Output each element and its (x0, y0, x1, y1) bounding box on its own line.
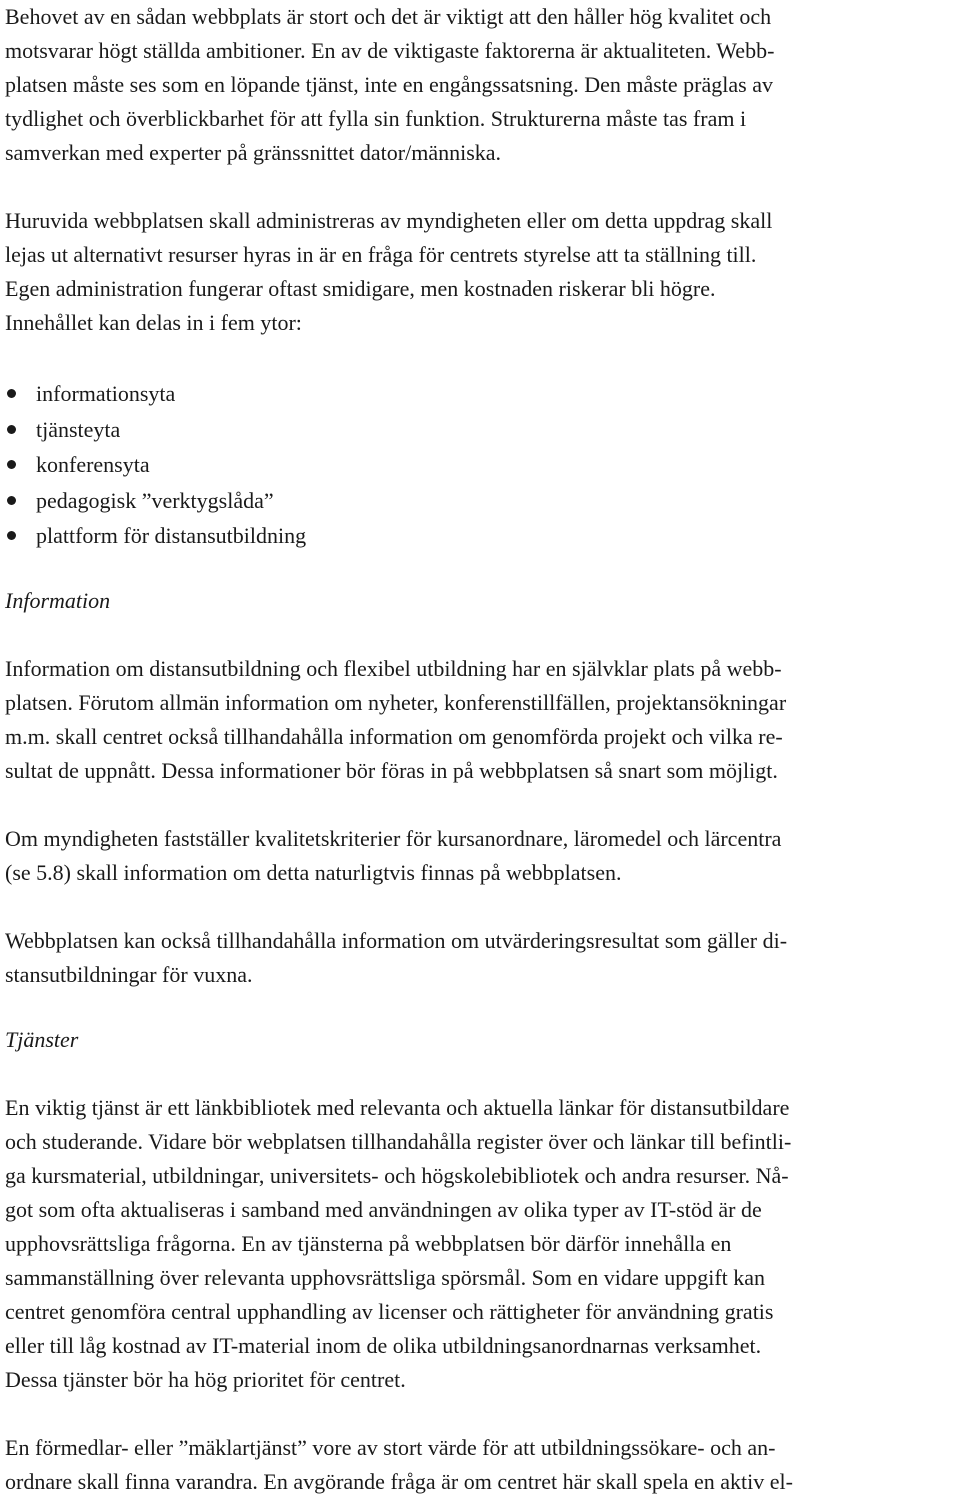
list-item-label: pedagogisk ”verktygslåda” (36, 487, 274, 513)
bullet-icon (7, 496, 16, 505)
text-line: Behovet av en sådan webbplats är stort och det är viktigt att den håller hög kvalitet och (5, 4, 772, 29)
text-line: upphovsrättsliga frågorna. En av tjänsterna på webbplatsen bör därför innehålla en (5, 1230, 732, 1256)
text-line: En viktig tjänst är ett länkbibliotek med relevanta och aktuella länkar för distansutbildare (5, 1094, 790, 1120)
text-line: och studerande. Vidare bör webplatsen tillhandahålla register över och länkar till befintli- (5, 1128, 792, 1154)
text-line: tydlighet och överblickbarhet för att fylla sin funktion. Strukturerna måste tas fram i (5, 106, 747, 131)
list-item (5, 483, 957, 519)
paragraph-broker-service (5, 1431, 957, 1499)
paragraph-website-need (5, 0, 957, 170)
text-line: motsvarar högt ställda ambitioner. En av de viktigaste faktorerna är aktualiteten. Webb- (5, 38, 775, 63)
paragraph-evaluation (5, 924, 957, 992)
text-line: samverkan med experter på gränssnittet dator/människa. (5, 140, 502, 165)
text-line: platsen måste ses som en löpande tjänst, inte en engångssatsning. Den måste präglas av (5, 72, 773, 97)
section-heading-tjanster: Tjänster (5, 1026, 79, 1052)
content-areas-list (5, 376, 957, 554)
text-line: sultat de uppnått. Dessa informationer bör föras in på webbplatsen så snart som möjligt. (5, 757, 778, 783)
list-item (5, 376, 957, 412)
bullet-icon (7, 425, 16, 434)
document-page (5, 0, 957, 1499)
list-item-label: plattform för distansutbildning (36, 523, 307, 548)
paragraph-information (5, 652, 957, 788)
text-line: En förmedlar- eller ”mäklartjänst” vore av stort värde för att utbildningssökare- och an- (5, 1434, 776, 1460)
text-line: got som ofta aktualiseras i samband med användningen av olika typer av IT-stöd är de (5, 1196, 762, 1222)
bullet-icon (7, 531, 16, 540)
paragraph-services (5, 1091, 957, 1397)
list-item (5, 518, 957, 554)
bullet-icon (7, 389, 16, 398)
paragraph-administration (5, 204, 957, 340)
bullet-icon (7, 460, 16, 469)
list-item (5, 447, 957, 483)
text-line: centret genomföra central upphandling av licenser och rättigheter för användning gratis (5, 1298, 774, 1324)
text-line: Dessa tjänster bör ha hög prioritet för centret. (5, 1366, 406, 1392)
text-line: eller till låg kostnad av IT-material inom de olika utbildningsanordnarnas verksamhet. (5, 1332, 762, 1358)
text-line: Om myndigheten fastställer kvalitetskriterier för kursanordnare, läromedel och lärcentra (5, 825, 782, 851)
text-line: Innehållet kan delas in i fem ytor: (5, 310, 302, 335)
text-line: ordnare skall finna varandra. En avgörande fråga är om centret här skall spela en aktiv el- (5, 1468, 793, 1494)
list-item-label: informationsyta (36, 381, 176, 406)
list-item-label: konferensyta (36, 452, 150, 477)
text-line: lejas ut alternativt resurser hyras in är en fråga för centrets styrelse att ta ställning till. (5, 242, 757, 267)
text-line: platsen. Förutom allmän information om nyheter, konferenstillfällen, projektansökningar (5, 689, 787, 715)
section-heading-information: Information (5, 587, 111, 613)
text-line: stansutbildningar för vuxna. (5, 961, 253, 987)
text-line: Huruvida webbplatsen skall administreras av myndigheten eller om detta uppdrag skall (5, 208, 773, 233)
list-item (5, 412, 957, 448)
list-item-label: tjänsteyta (36, 416, 121, 442)
text-line: (se 5.8) skall information om detta naturligtvis finnas på webbplatsen. (5, 859, 622, 885)
text-line: sammanställning över relevanta upphovsrättsliga spörsmål. Som en vidare uppgift kan (5, 1264, 766, 1290)
text-line: ga kursmaterial, utbildningar, universitets- och högskolebibliotek och andra resurser. Nå- (5, 1162, 789, 1188)
text-line: m.m. skall centret också tillhandahålla information om genomförda projekt och vilka re- (5, 723, 783, 749)
text-line: Egen administration fungerar oftast smidigare, men kostnaden riskerar bli högre. (5, 276, 716, 301)
text-line: Webbplatsen kan också tillhandahålla information om utvärderingsresultat som gäller di- (5, 927, 788, 953)
text-line: Information om distansutbildning och flexibel utbildning har en självklar plats på webb- (5, 655, 782, 681)
paragraph-quality-criteria (5, 822, 957, 890)
